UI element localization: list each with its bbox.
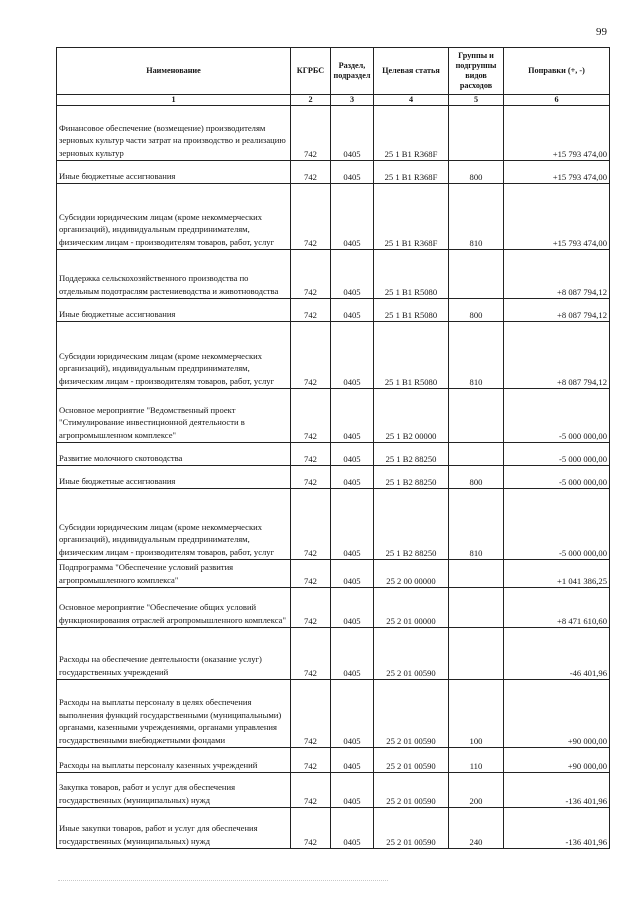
row-group [449, 443, 504, 466]
row-name: Субсидии юридическим лицам (кроме некоммерческих организаций), индивидуальным предпринимателям, физическим лицам - производителям товаров, работ, услуг [57, 322, 291, 389]
column-number: 1 [57, 95, 291, 106]
row-group: 800 [449, 299, 504, 322]
row-group: 110 [449, 748, 504, 773]
row-section: 0405 [331, 588, 374, 628]
row-kgrbs: 742 [291, 443, 331, 466]
row-target: 25 1 B1 R368F [374, 161, 449, 184]
row-section: 0405 [331, 489, 374, 560]
row-kgrbs: 742 [291, 299, 331, 322]
header-group: Группы и подгруппы видов расходов [449, 48, 504, 95]
row-kgrbs: 742 [291, 489, 331, 560]
row-group: 240 [449, 808, 504, 849]
column-number: 4 [374, 95, 449, 106]
table-row [57, 443, 610, 466]
row-section: 0405 [331, 106, 374, 161]
row-kgrbs: 742 [291, 748, 331, 773]
table-row [57, 250, 610, 299]
row-kgrbs: 742 [291, 106, 331, 161]
row-kgrbs: 742 [291, 389, 331, 443]
row-section: 0405 [331, 748, 374, 773]
row-section: 0405 [331, 184, 374, 250]
row-group: 810 [449, 184, 504, 250]
row-section: 0405 [331, 773, 374, 808]
row-kgrbs: 742 [291, 680, 331, 748]
table-row [57, 489, 610, 560]
budget-table [56, 47, 610, 849]
row-kgrbs: 742 [291, 560, 331, 588]
column-number: 2 [291, 95, 331, 106]
row-name: Иные бюджетные ассигнования [57, 299, 291, 322]
row-section: 0405 [331, 443, 374, 466]
row-name: Развитие молочного скотоводства [57, 443, 291, 466]
row-group: 810 [449, 489, 504, 560]
row-target: 25 2 01 00590 [374, 628, 449, 680]
row-name: Иные бюджетные ассигнования [57, 161, 291, 184]
table-header [57, 48, 610, 106]
row-target: 25 1 B2 88250 [374, 466, 449, 489]
row-group [449, 628, 504, 680]
header-row [57, 48, 610, 95]
row-amount: +8 471 610,60 [504, 588, 610, 628]
row-section: 0405 [331, 250, 374, 299]
row-name: Закупка товаров, работ и услуг для обеспечения государственных (муниципальных) нужд [57, 773, 291, 808]
row-name: Субсидии юридическим лицам (кроме некоммерческих организаций), индивидуальным предпринимателям, физическим лицам - производителям товаров, работ, услуг [57, 489, 291, 560]
row-group: 200 [449, 773, 504, 808]
row-section: 0405 [331, 628, 374, 680]
row-target: 25 1 B2 88250 [374, 443, 449, 466]
table-row [57, 560, 610, 588]
table-row [57, 106, 610, 161]
row-target: 25 2 00 00000 [374, 560, 449, 588]
row-amount: +90 000,00 [504, 748, 610, 773]
row-group: 800 [449, 161, 504, 184]
column-number: 5 [449, 95, 504, 106]
row-name: Расходы на выплаты персоналу в целях обеспечения выполнения функций государственными (муниципальными) органами, казенными учреждениями, органами управления государственными внебюджетными фондами [57, 680, 291, 748]
row-amount: +8 087 794,12 [504, 322, 610, 389]
row-amount: -136 401,96 [504, 808, 610, 849]
row-kgrbs: 742 [291, 322, 331, 389]
row-section: 0405 [331, 389, 374, 443]
table-row [57, 184, 610, 250]
row-amount: +90 000,00 [504, 680, 610, 748]
row-amount: +8 087 794,12 [504, 250, 610, 299]
row-name: Субсидии юридическим лицам (кроме некоммерческих организаций), индивидуальным предпринимателям, физическим лицам - производителям товаров, работ, услуг [57, 184, 291, 250]
table-row [57, 161, 610, 184]
row-kgrbs: 742 [291, 184, 331, 250]
row-amount: -5 000 000,00 [504, 489, 610, 560]
row-group [449, 560, 504, 588]
row-amount: +1 041 386,25 [504, 560, 610, 588]
header-section: Раздел, подраздел [331, 48, 374, 95]
row-amount: -46 401,96 [504, 628, 610, 680]
scan-artifact-line [58, 880, 388, 882]
row-target: 25 1 B2 88250 [374, 489, 449, 560]
row-target: 25 2 01 00590 [374, 680, 449, 748]
row-name: Основное мероприятие "Ведомственный проект "Стимулирование инвестиционной деятельности в агропромышленном комплексе" [57, 389, 291, 443]
row-name: Поддержка сельскохозяйственного производства по отдельным подотраслям растениеводства и животноводства [57, 250, 291, 299]
row-name: Иные бюджетные ассигнования [57, 466, 291, 489]
row-amount: +15 793 474,00 [504, 106, 610, 161]
table-row [57, 748, 610, 773]
row-section: 0405 [331, 560, 374, 588]
header-kgrbs: КГРБС [291, 48, 331, 95]
table-body [57, 106, 610, 849]
row-section: 0405 [331, 299, 374, 322]
row-group: 800 [449, 466, 504, 489]
column-number: 3 [331, 95, 374, 106]
row-kgrbs: 742 [291, 588, 331, 628]
row-group [449, 250, 504, 299]
table-row [57, 808, 610, 849]
table-row [57, 299, 610, 322]
row-group [449, 588, 504, 628]
row-name: Подпрограмма "Обеспечение условий развития агропромышленного комплекса" [57, 560, 291, 588]
table-row [57, 588, 610, 628]
row-kgrbs: 742 [291, 466, 331, 489]
row-target: 25 2 01 00000 [374, 588, 449, 628]
row-target: 25 2 01 00590 [374, 748, 449, 773]
column-number-row [57, 95, 610, 106]
row-group: 810 [449, 322, 504, 389]
row-target: 25 2 01 00590 [374, 773, 449, 808]
row-amount: +8 087 794,12 [504, 299, 610, 322]
row-group: 100 [449, 680, 504, 748]
row-target: 25 1 B1 R368F [374, 106, 449, 161]
table-row [57, 628, 610, 680]
row-kgrbs: 742 [291, 250, 331, 299]
row-amount: -5 000 000,00 [504, 443, 610, 466]
row-target: 25 1 B1 R5080 [374, 322, 449, 389]
row-target: 25 2 01 00590 [374, 808, 449, 849]
row-group [449, 389, 504, 443]
row-section: 0405 [331, 322, 374, 389]
table-row [57, 466, 610, 489]
row-kgrbs: 742 [291, 161, 331, 184]
row-section: 0405 [331, 808, 374, 849]
row-target: 25 1 B1 R368F [374, 184, 449, 250]
row-target: 25 1 B1 R5080 [374, 250, 449, 299]
row-group [449, 106, 504, 161]
row-name: Финансовое обеспечение (возмещение) производителям зерновых культур части затрат на производство и реализацию зерновых культур [57, 106, 291, 161]
row-kgrbs: 742 [291, 808, 331, 849]
column-number: 6 [504, 95, 610, 106]
row-name: Иные закупки товаров, работ и услуг для обеспечения государственных (муниципальных) нужд [57, 808, 291, 849]
row-section: 0405 [331, 680, 374, 748]
table-row [57, 322, 610, 389]
table-row [57, 389, 610, 443]
row-amount: +15 793 474,00 [504, 161, 610, 184]
table-row [57, 680, 610, 748]
row-name: Расходы на обеспечение деятельности (оказание услуг) государственных учреждений [57, 628, 291, 680]
header-name: Наименование [57, 48, 291, 95]
row-kgrbs: 742 [291, 773, 331, 808]
row-target: 25 1 B2 00000 [374, 389, 449, 443]
row-amount: -136 401,96 [504, 773, 610, 808]
row-amount: -5 000 000,00 [504, 389, 610, 443]
row-target: 25 1 B1 R5080 [374, 299, 449, 322]
row-amount: +15 793 474,00 [504, 184, 610, 250]
row-amount: -5 000 000,00 [504, 466, 610, 489]
header-amount: Поправки (+, -) [504, 48, 610, 95]
row-section: 0405 [331, 466, 374, 489]
header-target: Целевая статья [374, 48, 449, 95]
row-name: Расходы на выплаты персоналу казенных учреждений [57, 748, 291, 773]
page-number: 99 [596, 26, 607, 38]
row-kgrbs: 742 [291, 628, 331, 680]
table-row [57, 773, 610, 808]
row-name: Основное мероприятие "Обеспечение общих условий функционирования отраслей агропромышленного комплекса" [57, 588, 291, 628]
row-section: 0405 [331, 161, 374, 184]
